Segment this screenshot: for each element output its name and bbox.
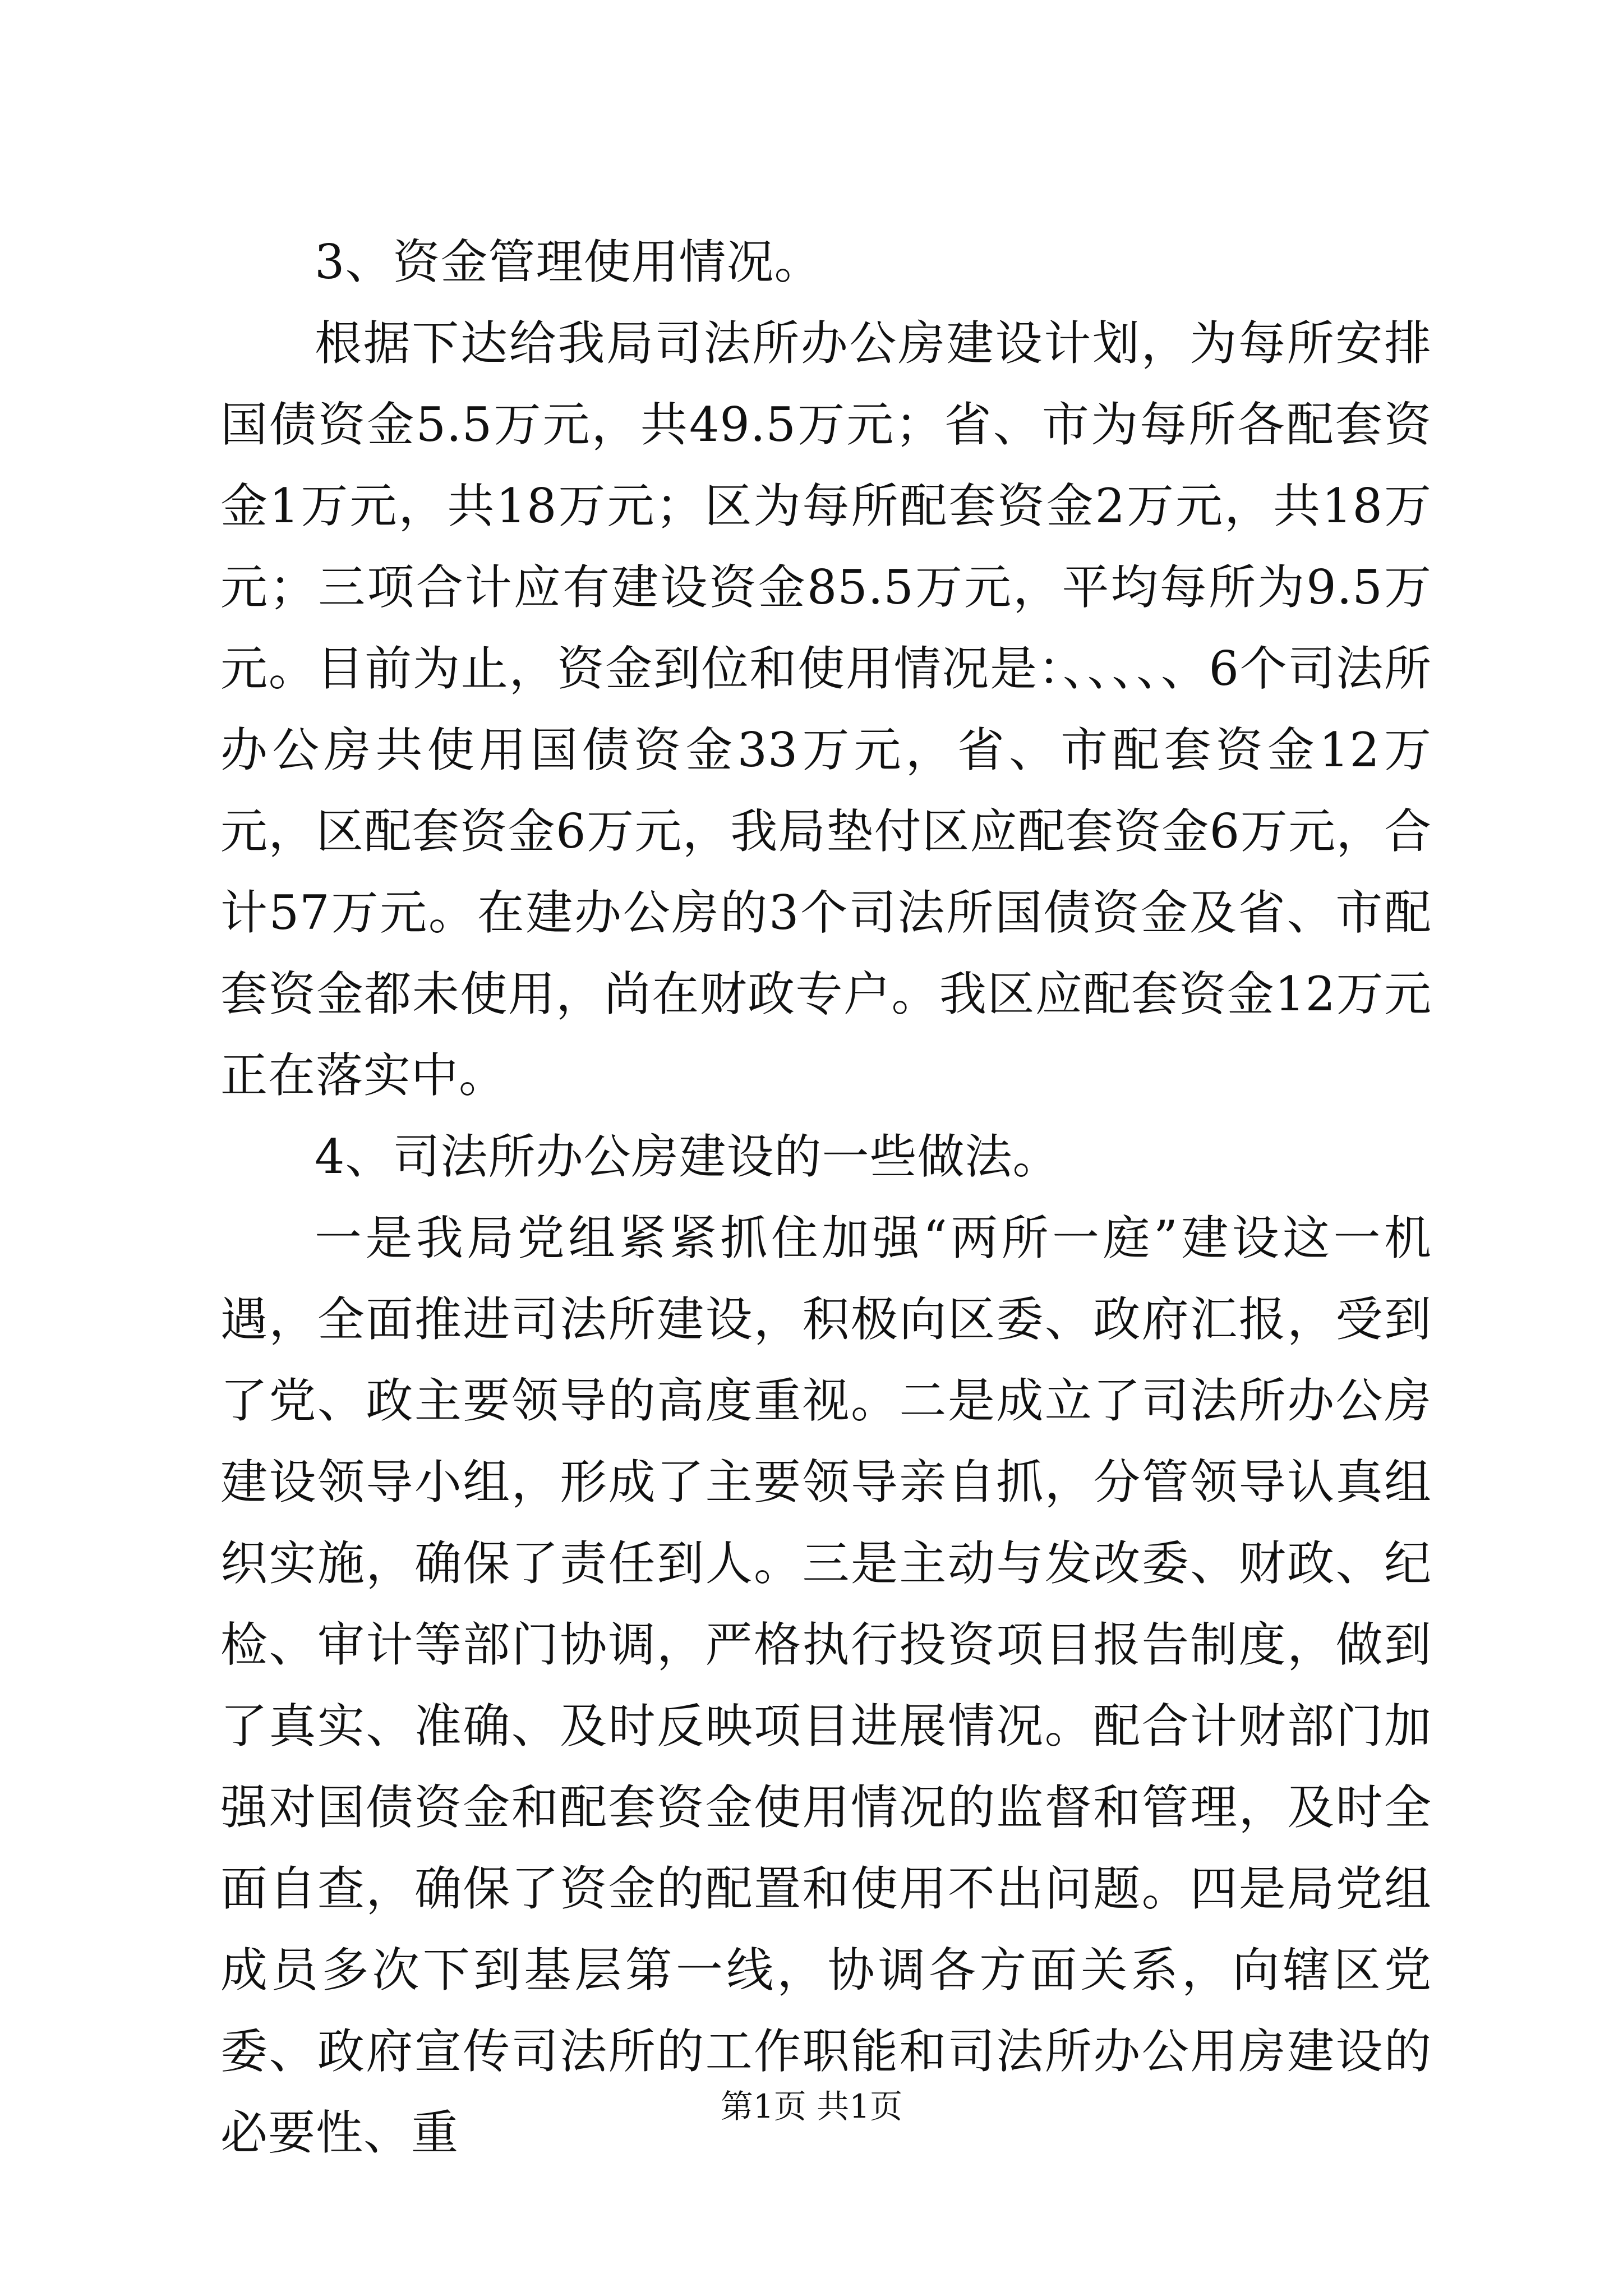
- body-paragraph-practices: 一是我局党组紧紧抓住加强“两所一庭”建设这一机遇，全面推进司法所建设，积极向区委、政府汇报，受到了党、政主要领导的高度重视。二是成立了司法所办公房建设领导小组，形成了主要领导亲自抓，分管领导认真组织实施，确保了责任到人。三是主动与发改委、财政、纪检、审计等部门协调，严格执行投资项目报告制度，做到了真实、准确、及时反映项目进展情况。配合计财部门加强对国债资金和配套资金使用情况的监督和管理，及时全面自查，确保了资金的配置和使用不出问题。四是局党组成员多次下到基层第一线，协调各方面关系，向辖区党委、政府宣传司法所的工作职能和司法所办公用房建设的必要性、重: [220, 1211, 1432, 2160]
- section-heading-4: 4、司法所办公房建设的一些做法。: [315, 1129, 1061, 1184]
- section-heading-3: 3、资金管理使用情况。: [315, 234, 822, 289]
- page-footer: 第1页 共1页: [720, 2087, 903, 2125]
- body-paragraph-funds: 根据下达给我局司法所办公房建设计划，为每所安排国债资金5.5万元，共49.5万元；省、市为每所各配套资金1万元，共18万元；区为每所配套资金2万元，共18万元；三项合计应有建设资金85.5万元，平均每所为9.5万元。目前为止，资金到位和使用情况是：、、、、、6个司法所办公房共使用国债资金33万元，省、市配套资金12万元，区配套资金6万元，我局垫付区应配套资金6万元，合计57万元。在建办公房的3个司法所国债资金及省、市配套资金都未使用，尚在财政专户。我区应配套资金12万元正在落实中。: [220, 316, 1432, 1103]
